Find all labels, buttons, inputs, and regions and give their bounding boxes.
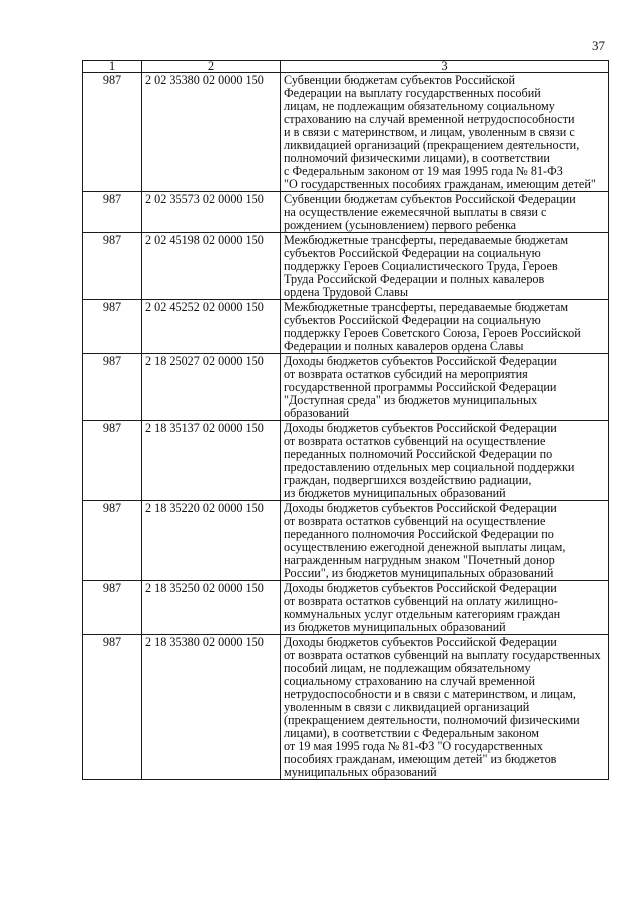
table-row bbox=[83, 635, 609, 780]
revenue-code-cell: 2 02 45252 02 0000 150 bbox=[142, 300, 281, 354]
admin-code-cell: 987 bbox=[83, 192, 142, 233]
admin-code-cell: 987 bbox=[83, 300, 142, 354]
description-cell: Доходы бюджетов субъектов Российской Федерации от возврата остатков субвенций на оплату жилищно- коммунальных услуг отдельным категориям граждан из бюджетов муниципальных образований bbox=[281, 581, 609, 635]
table-row bbox=[83, 354, 609, 421]
budget-codes-table bbox=[82, 60, 609, 780]
description-cell: Субвенции бюджетам субъектов Российской Федерации на выплату государственных пособий лицам, не подлежащим обязательному социальному страхованию на случай временной нетрудоспособности и в связи с материнством, и лицам, уволенным в связи с ликвидацией организаций (прекращением деятельности, полномочий физическими лицами), в соответствии с Федеральным законом от 19 мая 1995 года № 81-ФЗ "О государственных пособиях гражданам, имеющим детей" bbox=[281, 73, 609, 192]
header-col-2: 2 bbox=[142, 61, 281, 73]
page-number: 37 bbox=[592, 38, 605, 53]
revenue-code-cell: 2 18 35137 02 0000 150 bbox=[142, 421, 281, 501]
admin-code-cell: 987 bbox=[83, 421, 142, 501]
description-cell: Межбюджетные трансферты, передаваемые бюджетам субъектов Российской Федерации на социальную поддержку Героев Советского Союза, Героев Российской Федерации и полных кавалеров ордена Славы bbox=[281, 300, 609, 354]
header-col-1: 1 bbox=[83, 61, 142, 73]
description-cell: Межбюджетные трансферты, передаваемые бюджетам субъектов Российской Федерации на социальную поддержку Героев Социалистического Труда, Героев Труда Российской Федерации и полных кавалеров ордена Трудовой Славы bbox=[281, 233, 609, 300]
table-header-row bbox=[83, 61, 609, 73]
revenue-code-cell: 2 18 35250 02 0000 150 bbox=[142, 581, 281, 635]
table-row bbox=[83, 501, 609, 581]
header-col-3: 3 bbox=[281, 61, 609, 73]
description-cell: Доходы бюджетов субъектов Российской Федерации от возврата остатков субсидий на мероприятия государственной программы Российской Федерации "Доступная среда" из бюджетов муниципальных образований bbox=[281, 354, 609, 421]
description-cell: Доходы бюджетов субъектов Российской Федерации от возврата остатков субвенций на выплату государственных пособий лицам, не подлежащим обязательному социальному страхованию на случай временной нетрудоспособности и в связи с материнством, и лицам, уволенным в связи с ликвидацией организаций (прекращением деятельности, полномочий физическими лицами), в соответствии с Федеральным законом от 19 мая 1995 года № 81-ФЗ "О государственных пособиях гражданам, имеющим детей" из бюджетов муниципальных образований bbox=[281, 635, 609, 780]
revenue-code-cell: 2 18 25027 02 0000 150 bbox=[142, 354, 281, 421]
revenue-code-cell: 2 18 35380 02 0000 150 bbox=[142, 635, 281, 780]
admin-code-cell: 987 bbox=[83, 581, 142, 635]
admin-code-cell: 987 bbox=[83, 233, 142, 300]
admin-code-cell: 987 bbox=[83, 635, 142, 780]
admin-code-cell: 987 bbox=[83, 73, 142, 192]
table-row bbox=[83, 300, 609, 354]
revenue-code-cell: 2 02 35573 02 0000 150 bbox=[142, 192, 281, 233]
table-row bbox=[83, 73, 609, 192]
revenue-code-cell: 2 18 35220 02 0000 150 bbox=[142, 501, 281, 581]
table-row bbox=[83, 233, 609, 300]
description-cell: Доходы бюджетов субъектов Российской Федерации от возврата остатков субвенций на осуществление переданного полномочия Российской Федерации по осуществлению ежегодной денежной выплаты лицам, награжденным нагрудным знаком "Почетный донор России", из бюджетов муниципальных образований bbox=[281, 501, 609, 581]
admin-code-cell: 987 bbox=[83, 354, 142, 421]
admin-code-cell: 987 bbox=[83, 501, 142, 581]
table-row bbox=[83, 421, 609, 501]
table-row bbox=[83, 192, 609, 233]
table-row bbox=[83, 581, 609, 635]
revenue-code-cell: 2 02 45198 02 0000 150 bbox=[142, 233, 281, 300]
description-cell: Субвенции бюджетам субъектов Российской Федерации на осуществление ежемесячной выплаты в связи с рождением (усыновлением) первого ребенка bbox=[281, 192, 609, 233]
description-cell: Доходы бюджетов субъектов Российской Федерации от возврата остатков субвенций на осуществление переданных полномочий Российской Федерации по предоставлению отдельных мер социальной поддержки граждан, подвергшихся воздействию радиации, из бюджетов муниципальных образований bbox=[281, 421, 609, 501]
revenue-code-cell: 2 02 35380 02 0000 150 bbox=[142, 73, 281, 192]
